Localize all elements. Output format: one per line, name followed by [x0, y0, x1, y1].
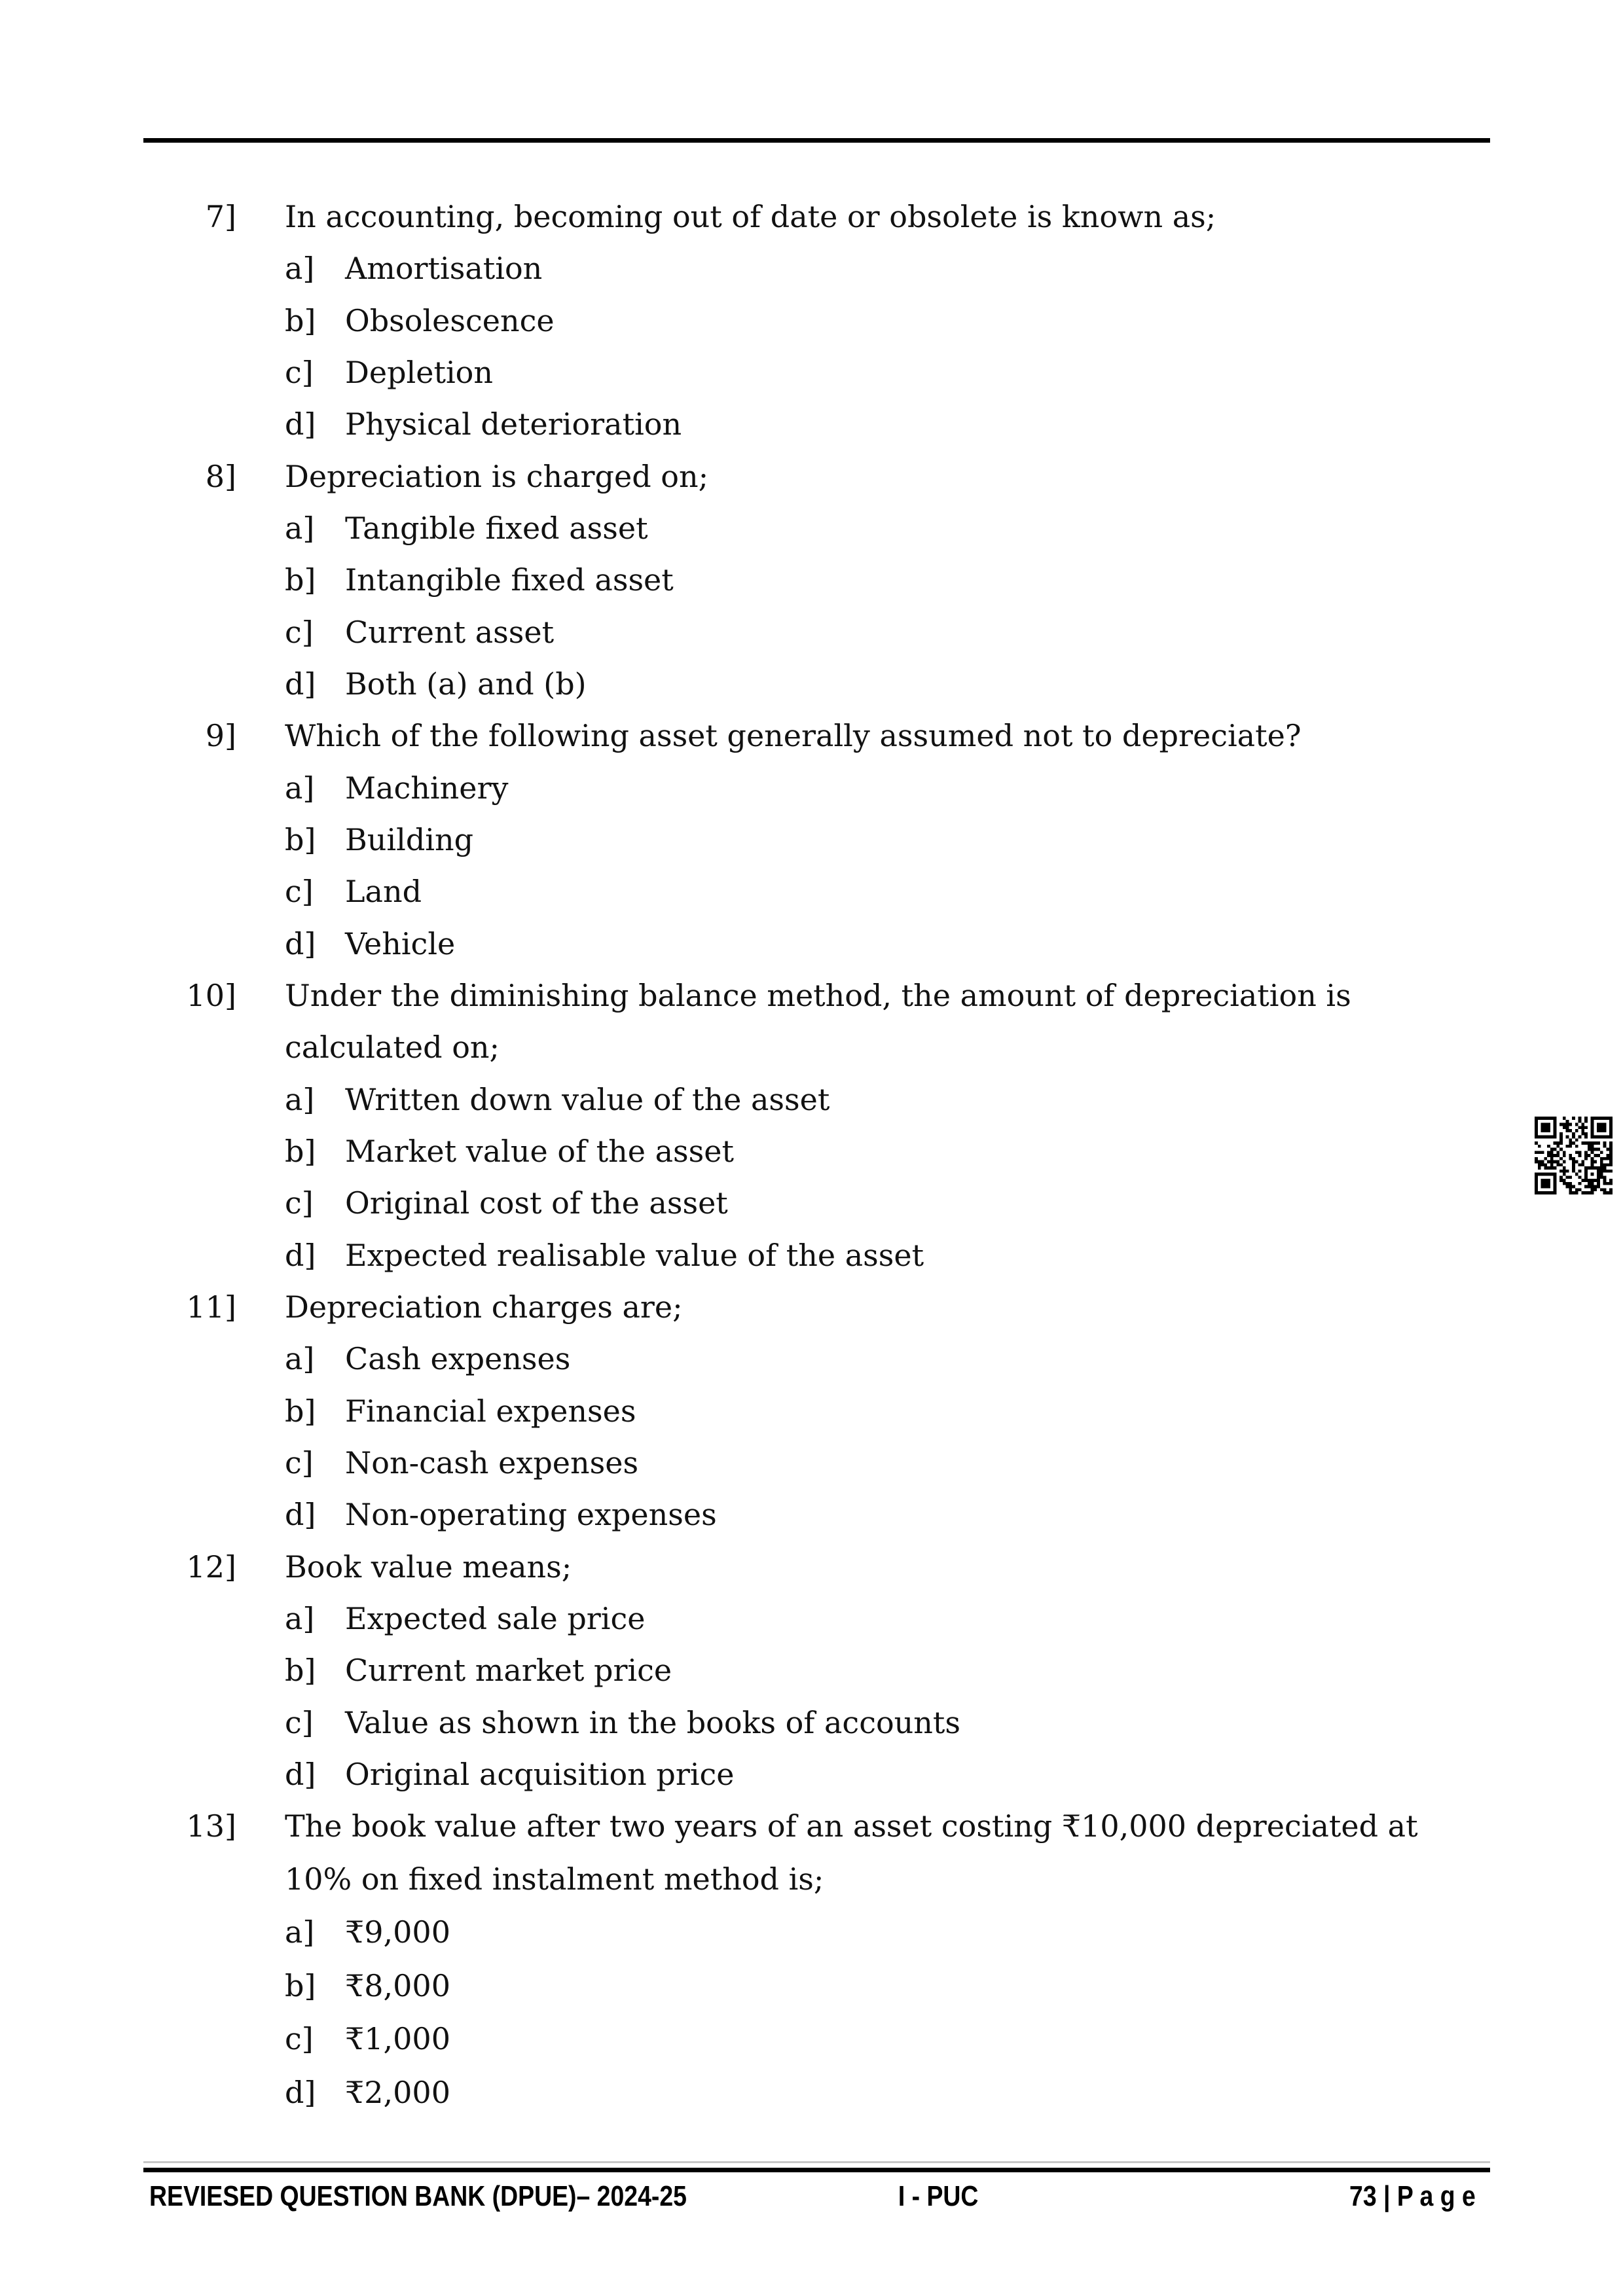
question-10 — [0, 970, 1623, 1282]
question-stem — [0, 191, 1623, 243]
option-b — [0, 295, 1623, 347]
option-c — [0, 866, 1623, 918]
option-text: Amortisation — [345, 251, 543, 287]
option-label: a] — [285, 1081, 315, 1117]
option-d — [0, 2066, 1623, 2120]
option-label: a] — [285, 1914, 315, 1950]
option-text: ₹2,000 — [345, 2074, 450, 2110]
option-text: Vehicle — [345, 925, 456, 961]
option-d — [0, 1230, 1623, 1282]
question-8 — [0, 451, 1623, 711]
question-text: Under the diminishing balance method, the amount of depreciation is — [285, 977, 1351, 1013]
option-label: c] — [285, 1185, 314, 1221]
question-stem — [0, 451, 1623, 503]
question-stem — [0, 970, 1623, 1022]
option-label: c] — [285, 874, 314, 910]
question-number: 10] — [186, 977, 236, 1013]
question-stem — [0, 1282, 1623, 1333]
option-label: a] — [285, 1600, 315, 1636]
option-a — [0, 1333, 1623, 1385]
option-label: a] — [285, 251, 315, 287]
option-d — [0, 658, 1623, 710]
question-text: Book value means; — [285, 1549, 572, 1585]
question-number: 9] — [205, 718, 236, 754]
question-stem — [0, 710, 1623, 762]
question-number: 13] — [186, 1808, 236, 1844]
option-text: Building — [345, 821, 474, 857]
option-c — [0, 1437, 1623, 1489]
question-11 — [0, 1282, 1623, 1541]
option-text: Current asset — [345, 614, 555, 650]
option-text: Obsolescence — [345, 302, 555, 338]
option-text: Original acquisition price — [345, 1756, 735, 1792]
option-label: d] — [285, 1756, 316, 1792]
option-text: Market value of the asset — [345, 1133, 734, 1169]
option-text: Financial expenses — [345, 1393, 636, 1429]
option-text: Depletion — [345, 354, 494, 390]
option-text: Both (a) and (b) — [345, 666, 587, 702]
option-text: Land — [345, 874, 422, 910]
footer-page-number: 73 | P a g e — [1349, 2180, 1476, 2212]
option-label: a] — [285, 770, 315, 806]
option-label: b] — [285, 1967, 316, 2003]
option-text: Expected realisable value of the asset — [345, 1237, 924, 1273]
option-label: d] — [285, 1497, 316, 1533]
option-text: Non-operating expenses — [345, 1497, 717, 1533]
question-number: 11] — [186, 1289, 236, 1325]
option-b — [0, 1386, 1623, 1437]
option-text: Expected sale price — [345, 1600, 646, 1636]
option-b — [0, 1645, 1623, 1696]
option-label: b] — [285, 302, 316, 338]
option-text: Written down value of the asset — [345, 1081, 830, 1117]
option-label: d] — [285, 406, 316, 442]
option-text: ₹8,000 — [345, 1967, 450, 2003]
option-label: d] — [285, 2074, 316, 2110]
question-stem-continued — [0, 1022, 1623, 1073]
footer-class-label — [807, 2182, 1069, 2211]
option-text: Tangible fixed asset — [345, 510, 648, 546]
question-7 — [0, 191, 1623, 451]
option-b — [0, 1960, 1623, 2013]
option-d — [0, 918, 1623, 970]
footer-title: REVIESED QUESTION BANK (DPUE)– 2024-25 — [149, 2180, 687, 2212]
footer-class-text: I - PUC — [898, 2180, 979, 2212]
option-text: ₹1,000 — [345, 2021, 450, 2056]
question-text: Which of the following asset generally assumed not to depreciate? — [285, 718, 1302, 754]
option-label: d] — [285, 925, 316, 961]
question-stem — [0, 1541, 1623, 1593]
option-label: b] — [285, 562, 316, 598]
option-a — [0, 1593, 1623, 1645]
option-label: c] — [285, 1704, 314, 1740]
option-label: c] — [285, 354, 314, 390]
option-label: d] — [285, 1237, 316, 1273]
option-text: Value as shown in the books of accounts — [345, 1704, 960, 1740]
option-a — [0, 503, 1623, 554]
option-label: b] — [285, 1393, 316, 1429]
question-text: calculated on; — [285, 1030, 500, 1066]
option-label: d] — [285, 666, 316, 702]
question-12 — [0, 1541, 1623, 1801]
question-stem-continued — [0, 1853, 1623, 1907]
option-text: Machinery — [345, 770, 509, 806]
footer-rule-thick — [143, 2168, 1490, 2172]
option-d — [0, 1749, 1623, 1801]
question-stem — [0, 1801, 1623, 1852]
option-b — [0, 814, 1623, 866]
option-text: Cash expenses — [345, 1341, 571, 1377]
option-d — [0, 1489, 1623, 1541]
option-label: c] — [285, 1444, 314, 1480]
footer-rule-thin — [143, 2161, 1490, 2163]
option-d — [0, 399, 1623, 450]
question-list — [0, 191, 1623, 2119]
question-text: Depreciation charges are; — [285, 1289, 683, 1325]
option-a — [0, 1074, 1623, 1126]
qr-code-icon — [1535, 1117, 1613, 1194]
option-a — [0, 762, 1623, 814]
option-c — [0, 2013, 1623, 2066]
option-c — [0, 1177, 1623, 1229]
question-9 — [0, 710, 1623, 970]
option-label: c] — [285, 614, 314, 650]
question-number: 12] — [186, 1549, 236, 1585]
option-c — [0, 347, 1623, 399]
option-text: Physical deterioration — [345, 406, 682, 442]
question-13 — [0, 1801, 1623, 2119]
option-b — [0, 554, 1623, 606]
question-text: Depreciation is charged on; — [285, 458, 709, 494]
option-c — [0, 607, 1623, 658]
option-c — [0, 1697, 1623, 1749]
option-text: Current market price — [345, 1653, 672, 1689]
option-b — [0, 1126, 1623, 1177]
option-label: b] — [285, 1133, 316, 1169]
question-text: The book value after two years of an asset costing ₹10,000 depreciated at — [285, 1808, 1418, 1844]
option-text: Non-cash expenses — [345, 1444, 639, 1480]
option-text: Intangible fixed asset — [345, 562, 674, 598]
question-text: 10% on fixed instalment method is; — [285, 1861, 824, 1897]
option-label: b] — [285, 821, 316, 857]
option-label: c] — [285, 2021, 314, 2056]
option-label: a] — [285, 1341, 315, 1377]
option-a — [0, 243, 1623, 295]
header-rule — [143, 138, 1490, 143]
question-number: 7] — [205, 199, 236, 234]
question-number: 8] — [205, 458, 236, 494]
question-text: In accounting, becoming out of date or obsolete is known as; — [285, 199, 1216, 234]
option-a — [0, 1906, 1623, 1960]
option-label: b] — [285, 1653, 316, 1689]
option-text: ₹9,000 — [345, 1914, 450, 1950]
option-text: Original cost of the asset — [345, 1185, 728, 1221]
option-label: a] — [285, 510, 315, 546]
